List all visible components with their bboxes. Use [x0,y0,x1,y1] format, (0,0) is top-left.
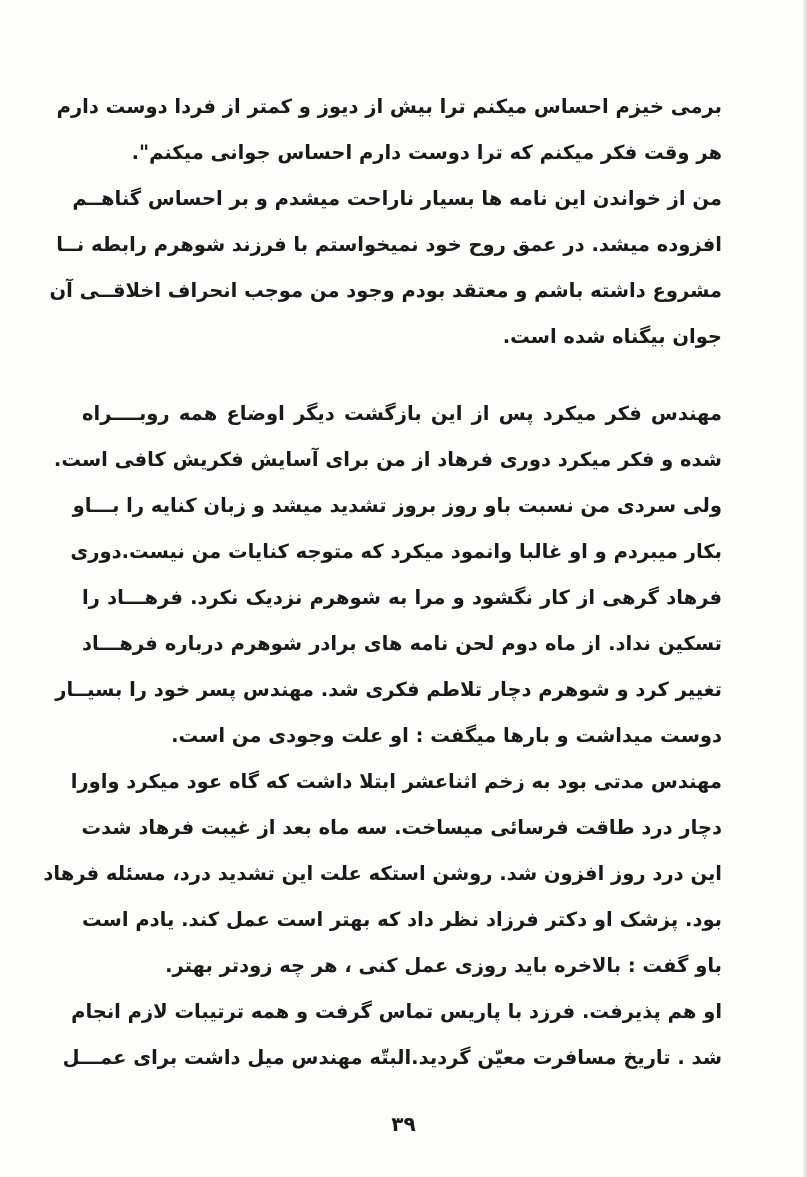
paragraph-1 [49,84,722,360]
paragraph-2 [43,391,722,1081]
text-line: مشروع داشته باشم و معتقد بودم وجود من موجب انحراف اخلاقــی آن [49,279,722,302]
page-number: ۳۹ [391,1112,416,1136]
text-line: شد . تاریخ مسافرت معیّن گردید.البتّه مهندس میل داشت برای عمـــل [62,1046,722,1069]
text-line: جوان بیگناه شده است. [502,325,722,348]
text-line: او هم پذیرفت. فرزد با پاریس تماس گرفت و همه ترتیبات لازم انجام [71,1000,722,1023]
text-line: تغییر کرد و شوهرم دچار تلاطم فکری شد. مهندس پسر خود را بسیــار [55,678,722,701]
text-line: تسکین نداد. از ماه دوم لحن نامه های برادر شوهرم درباره فرهـــاد [82,632,722,655]
text-line: بکار میبردم و او غالبا وانمود میکرد که متوجه کنایات من نیست.دوری [70,540,722,563]
text-line: ولی سردی من نسبت باو روز بروز تشدید میشد و زبان کنایه را بـــاو [72,494,722,517]
text-line: فرهاد گرهی از کار نگشود و مرا به شوهرم نزدیک نکرد. فرهـــاد را [82,586,722,609]
text-line: دوست میداشت و بارها میگفت : او علت وجودی من است. [171,724,722,747]
text-line: برمی خیزم احساس میکنم ترا بیش از دیوز و کمتر از فردا دوست دارم [56,95,722,118]
text-line: افزوده میشد. در عمق روح خود نمیخواستم با فرزند شوهرم رابطه نــا [56,233,722,256]
text-line: مهندس فکر میکرد پس از این بازگشت دیگر اوضاع همه روبــــراه [82,402,722,425]
text-line: باو گفت : بالاخره باید روزی عمل کنی ، هر چه زودتر بهتر. [165,954,722,977]
text-line: هر وقت فکر میکنم که ترا دوست دارم احساس جوانی میکنم". [131,141,722,164]
text-line: مهندس مدتی بود به زخم اثناعشر ابتلا داشت که گاه عود میکرد واورا [70,770,722,793]
text-line: دچار درد طاقت فرسائی میساخت. سه ماه بعد از غیبت فرهاد شدت [81,816,722,839]
page-edge-shadow [803,0,807,1177]
text-line: من از خواندن این نامه ها بسیار ناراحت میشدم و بر احساس گناهــم [72,187,722,210]
text-line: این درد روز افزون شد. روشن استکه علت این تشدید درد، مسئله فرهاد [43,862,722,885]
text-line: بود. پزشک او دکتر فرزاد نظر داد که بهتر است عمل کند. یادم است [82,908,722,931]
text-line: شده و فکر میکرد دوری فرهاد از من برای آسایش فکریش کافی است. [53,448,722,471]
